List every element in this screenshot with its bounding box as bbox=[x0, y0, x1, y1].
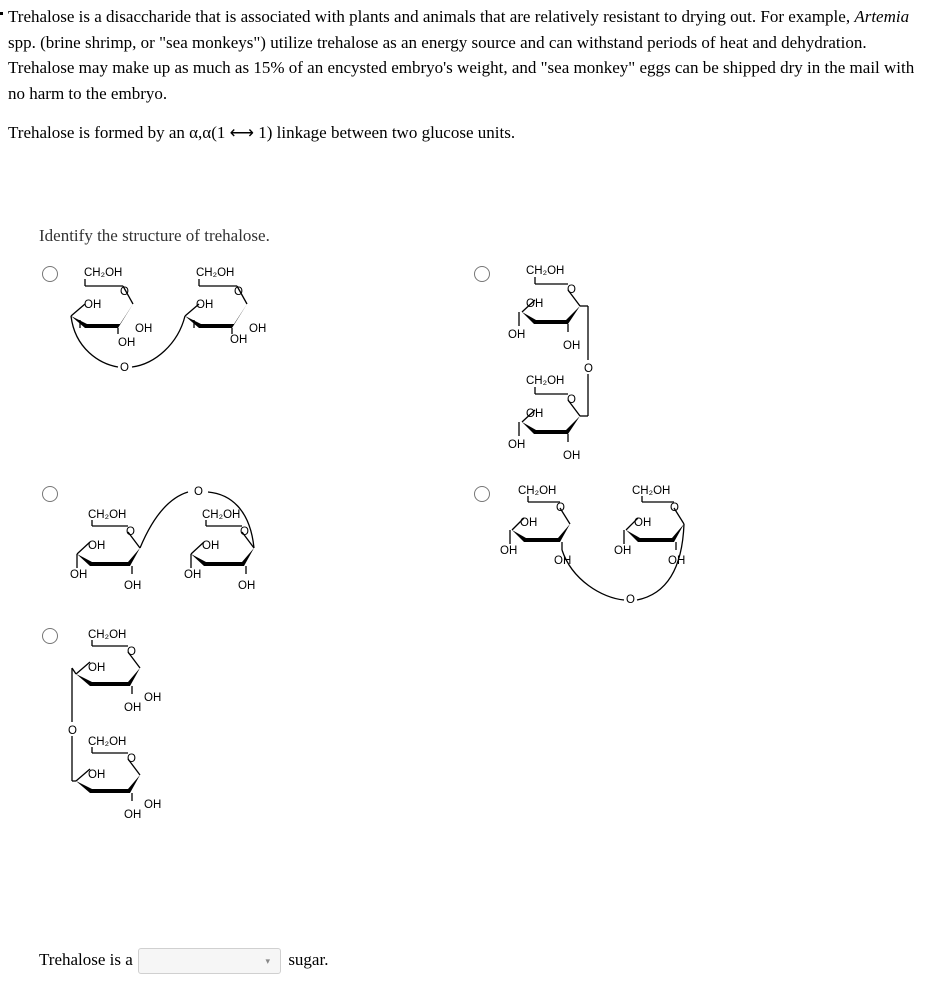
option-b-structure bbox=[500, 260, 610, 470]
ring-o-label: O bbox=[556, 502, 565, 514]
intro-paragraph-1 bbox=[8, 4, 923, 106]
ring-o-label: O bbox=[127, 646, 136, 658]
bridge-o-label: O bbox=[626, 594, 635, 606]
oh-label: OH bbox=[634, 517, 652, 529]
ring-o-label: O bbox=[240, 526, 249, 538]
ch2oh-label: CH₂OH bbox=[88, 629, 127, 641]
oh-label: OH bbox=[88, 769, 106, 781]
ch2oh-label: CH₂OH bbox=[518, 485, 557, 497]
option-b-radio[interactable] bbox=[474, 266, 490, 282]
fill-suffix: sugar. bbox=[288, 950, 329, 969]
bridge-o-label: O bbox=[584, 363, 593, 375]
oh-label: OH bbox=[526, 408, 544, 420]
oh-label: OH bbox=[135, 323, 153, 335]
fill-prefix: Trehalose is a bbox=[39, 950, 133, 969]
intro-genus-name: Artemia bbox=[854, 7, 910, 26]
ring-a1 bbox=[71, 267, 152, 349]
ring-c1 bbox=[70, 509, 141, 592]
oh-label: OH bbox=[144, 799, 162, 811]
ring-o-label: O bbox=[670, 502, 679, 514]
option-d-structure bbox=[492, 480, 702, 610]
ch2oh-label: CH₂OH bbox=[88, 509, 127, 521]
ch2oh-label: CH₂OH bbox=[632, 485, 671, 497]
bridge-o-label: O bbox=[120, 362, 129, 374]
intro-paragraph-2: Trehalose is formed by an α,α(1 ⟷ 1) linkage between two glucose units. bbox=[8, 123, 516, 142]
oh-label: OH bbox=[230, 334, 248, 346]
chevron-down-icon: ▾ bbox=[265, 957, 271, 968]
option-a-structure bbox=[60, 264, 290, 374]
ch2oh-label: CH₂OH bbox=[526, 375, 565, 387]
bridge-o-label: O bbox=[68, 725, 77, 737]
ring-o-label: O bbox=[567, 284, 576, 296]
ring-b2 bbox=[508, 375, 580, 462]
oh-label: OH bbox=[563, 340, 581, 352]
oh-label: OH bbox=[88, 662, 106, 674]
oh-label: OH bbox=[184, 569, 202, 581]
oh-label: OH bbox=[202, 540, 220, 552]
fill-in-sentence bbox=[39, 946, 328, 976]
ring-e1 bbox=[76, 629, 161, 714]
oh-label: OH bbox=[520, 517, 538, 529]
ring-o-label: O bbox=[120, 286, 129, 298]
ch2oh-label: CH₂OH bbox=[84, 267, 123, 279]
ring-o-label: O bbox=[126, 526, 135, 538]
oh-label: OH bbox=[124, 809, 142, 821]
option-a-radio[interactable] bbox=[42, 266, 58, 282]
left-edge-mark bbox=[0, 12, 3, 15]
intro-text-b: spp. (brine shrimp, or "sea monkeys") utilize trehalose as an energy source and can withstand periods of heat and dehydration. Trehalose may make up as much as 15% of an encysted embryo's weight, and "sea monkey" eggs can be shipped dry in the mail with no harm to the embryo. bbox=[8, 32, 915, 103]
option-e-structure bbox=[60, 624, 190, 824]
oh-label: OH bbox=[118, 337, 136, 349]
oh-label: OH bbox=[70, 569, 88, 581]
ring-o-label: O bbox=[234, 286, 243, 298]
ring-d1 bbox=[500, 485, 571, 567]
oh-label: OH bbox=[614, 545, 632, 557]
glycosidic-arc bbox=[562, 524, 684, 600]
ring-d2 bbox=[614, 485, 685, 567]
ring-b1 bbox=[508, 265, 580, 352]
option-c-structure bbox=[60, 484, 290, 594]
oh-label: OH bbox=[238, 580, 256, 592]
question-intro bbox=[8, 4, 923, 146]
ring-o-label: O bbox=[127, 753, 136, 765]
bridge-o-label: O bbox=[194, 486, 203, 498]
ring-c2 bbox=[184, 509, 255, 592]
ch2oh-label: CH₂OH bbox=[88, 736, 127, 748]
oh-label: OH bbox=[124, 702, 142, 714]
oh-label: OH bbox=[249, 323, 267, 335]
oh-label: OH bbox=[84, 299, 102, 311]
oh-label: OH bbox=[526, 298, 544, 310]
option-e-radio[interactable] bbox=[42, 628, 58, 644]
oh-label: OH bbox=[500, 545, 518, 557]
oh-label: OH bbox=[563, 450, 581, 462]
option-c-radio[interactable] bbox=[42, 486, 58, 502]
ch2oh-label: CH₂OH bbox=[202, 509, 241, 521]
oh-label: OH bbox=[508, 439, 526, 451]
oh-label: OH bbox=[668, 555, 686, 567]
ring-a2 bbox=[185, 267, 266, 346]
ch2oh-label: CH₂OH bbox=[196, 267, 235, 279]
oh-label: OH bbox=[508, 329, 526, 341]
ring-e2 bbox=[76, 736, 161, 821]
ch2oh-label: CH₂OH bbox=[526, 265, 565, 277]
option-d-radio[interactable] bbox=[474, 486, 490, 502]
oh-label: OH bbox=[196, 299, 214, 311]
oh-label: OH bbox=[144, 692, 162, 704]
oh-label: OH bbox=[124, 580, 142, 592]
sugar-type-dropdown[interactable] bbox=[138, 948, 281, 974]
ring-o-label: O bbox=[567, 394, 576, 406]
intro-text-a: Trehalose is a disaccharide that is associated with plants and animals that are relatively resistant to drying out. For example, bbox=[8, 7, 855, 26]
oh-label: OH bbox=[554, 555, 572, 567]
question-prompt: Identify the structure of trehalose. bbox=[39, 226, 270, 245]
oh-label: OH bbox=[88, 540, 106, 552]
